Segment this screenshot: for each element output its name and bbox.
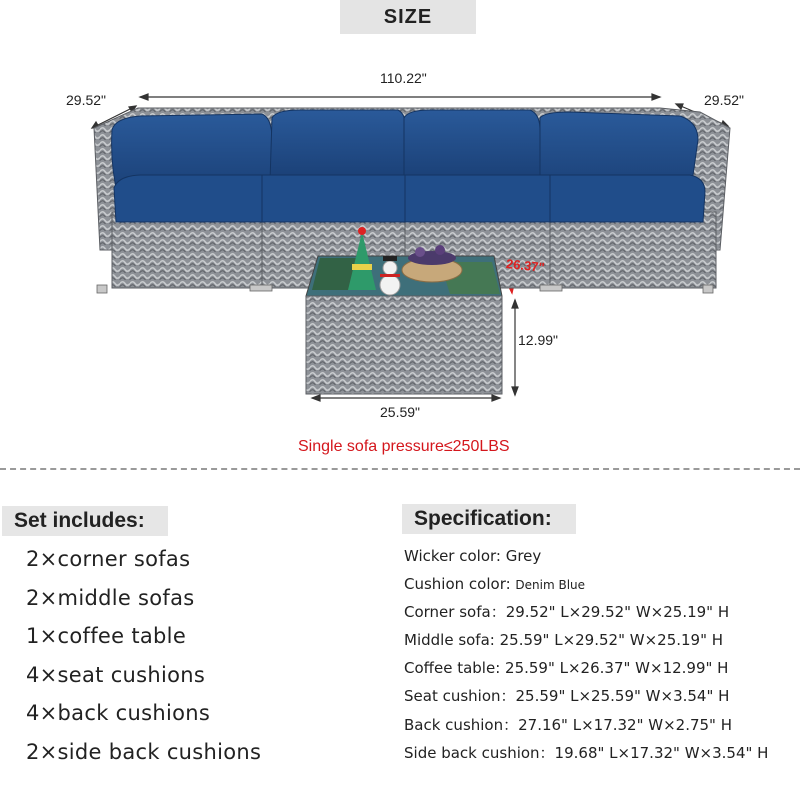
pressure-note: Single sofa pressure≤250LBS bbox=[298, 438, 510, 455]
list-item: 4×seat cushions bbox=[26, 662, 206, 687]
list-item: 2×side back cushions bbox=[26, 739, 262, 764]
spec-line: Coffee table: 25.59" L×26.37" W×12.99" H bbox=[404, 659, 729, 678]
dim-table-height: 12.99" bbox=[518, 332, 559, 348]
spec-line: Side back cushion：19.68" L×17.32" W×3.54" H bbox=[404, 743, 769, 762]
spec-wicker-color: Wicker color: Grey bbox=[404, 547, 542, 565]
spec-cushion-color bbox=[404, 570, 768, 598]
specification-list bbox=[404, 542, 768, 767]
spec-line: Middle sofa: 25.59" L×29.52" W×25.19" H bbox=[404, 631, 724, 650]
size-header: SIZE bbox=[340, 0, 476, 34]
set-includes-title: Set includes: bbox=[2, 506, 168, 536]
set-includes-list bbox=[26, 540, 261, 771]
dim-total-length: 110.22" bbox=[380, 70, 427, 86]
spec-cushion-color-label: Cushion color: bbox=[404, 575, 516, 594]
dim-table-depth: 26.37" bbox=[505, 256, 546, 275]
spec-line: Back cushion：27.16" L×17.32" W×2.75" H bbox=[404, 715, 733, 734]
spec-cushion-color-value: Denim Blue bbox=[515, 578, 586, 593]
list-item: 1×coffee table bbox=[26, 624, 187, 648]
dim-right-depth: 29.52" bbox=[704, 92, 745, 108]
specification-title: Specification: bbox=[402, 504, 576, 534]
list-item: 2×corner sofas bbox=[26, 547, 191, 571]
list-item: 4×back cushions bbox=[26, 701, 211, 725]
seat-cushions bbox=[114, 175, 705, 222]
dim-table-width: 25.59" bbox=[380, 404, 421, 420]
spec-line: Corner sofa：29.52" L×29.52" W×25.19" H bbox=[404, 603, 730, 622]
section-divider bbox=[0, 468, 800, 470]
spec-line: Seat cushion：25.59" L×25.59" W×3.54" H bbox=[404, 687, 730, 706]
list-item: 2×middle sofas bbox=[26, 585, 195, 610]
coffee-table bbox=[306, 256, 502, 394]
dim-left-depth: 29.52" bbox=[66, 92, 107, 108]
